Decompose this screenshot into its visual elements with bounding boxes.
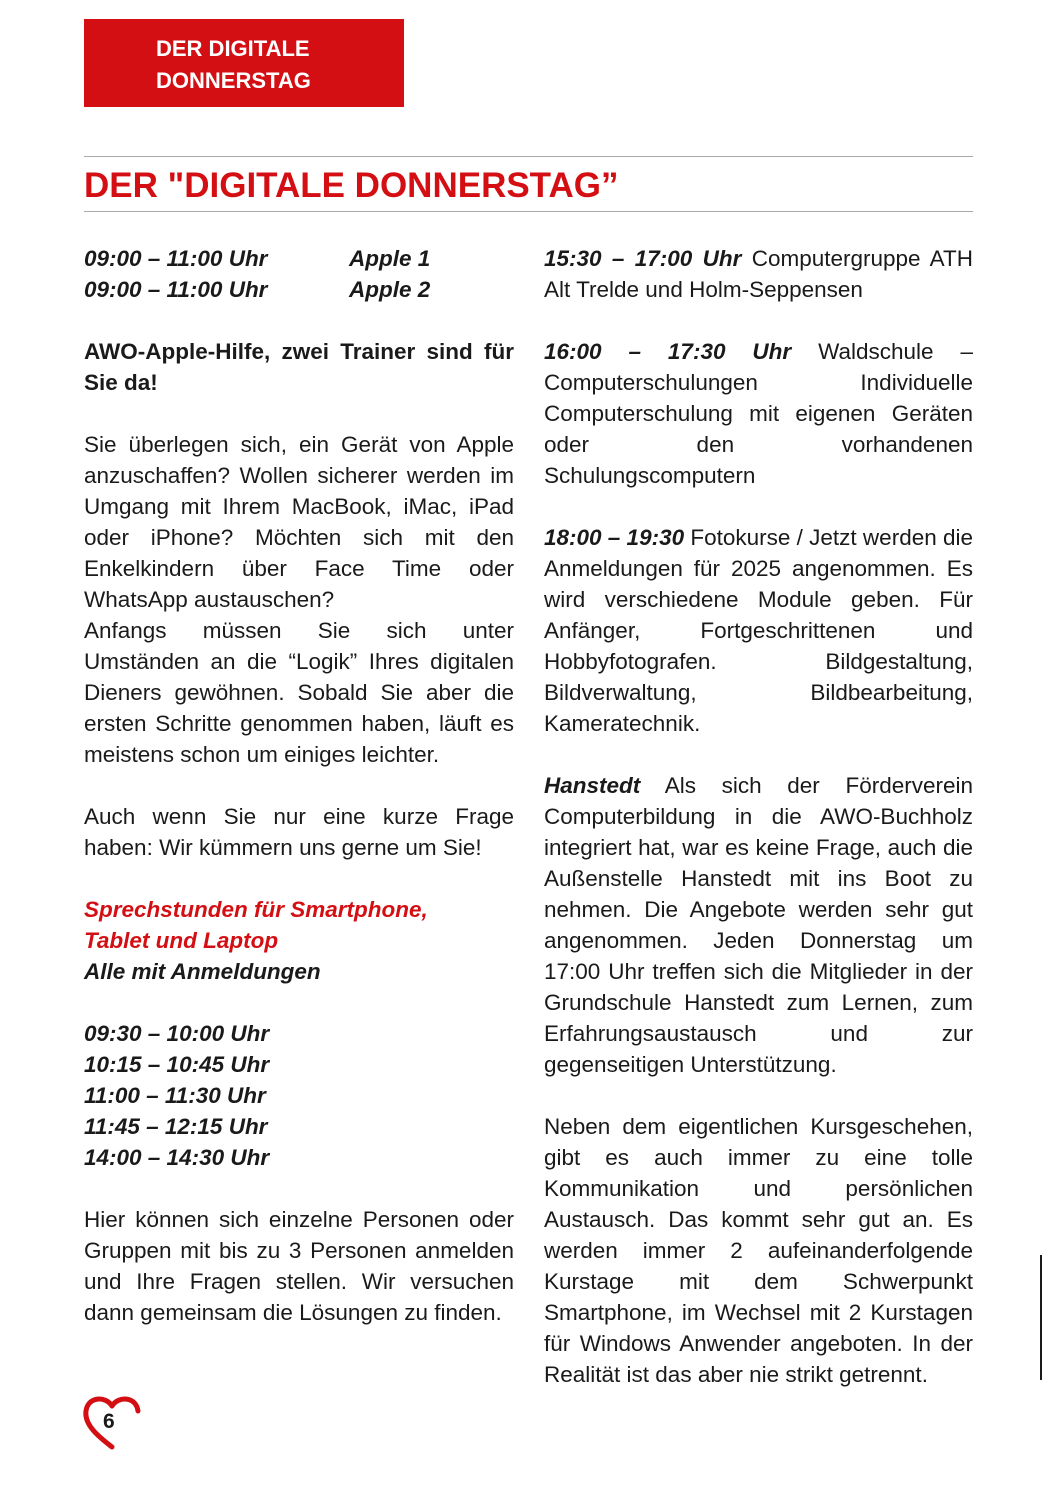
schedule-row: [84, 274, 514, 305]
entry-text: Computergruppe ATH Alt Trelde und Holm-Seppensen: [544, 246, 973, 302]
time-slot: 10:15 – 10:45 Uhr: [84, 1052, 270, 1077]
entry-text: Fotokurse / Jetzt werden die Anmeldungen für 2025 angenommen. Es wird verschiedene Module geben. Für Anfänger, Fortgeschrittenen und Hobbyfotografen. Bildgestaltung, Bildverwaltung, Bildbearbeitung, Kameratechnik.: [544, 525, 974, 736]
page-title: DER "DIGITALE DONNERSTAG”: [84, 166, 619, 205]
registration-paragraph: Hier können sich einzelne Personen oder Gruppen mit bis zu 3 Personen anmelden und Ihre Fragen stellen. Wir versuchen dann gemeinsam die Lösungen zu finden.: [84, 1207, 514, 1325]
time-slot: 14:00 – 14:30 Uhr: [84, 1145, 270, 1170]
intro-paragraph: Sie überlegen sich, ein Gerät von Apple anzuschaffen? Wollen sicherer werden im Umgang mit Ihrem MacBook, iMac, iPad oder iPhone? Möchten sich mit den Enkelkindern über Face Time oder WhatsApp austauschen?: [84, 432, 514, 612]
section-tag-line-2: DONNERSTAG: [156, 68, 311, 93]
photo-course-entry: [544, 522, 973, 739]
margin-line: [1040, 1255, 1042, 1380]
schedule-row: [84, 243, 514, 274]
schedule-label: Apple 2: [349, 277, 431, 302]
entry-time: 18:00 – 19:30: [544, 525, 685, 550]
time-slot: 09:30 – 10:00 Uhr: [84, 1021, 270, 1046]
entry-text: Waldschule – Computerschulungen Individuelle Computerschulung mit eigenen Geräten oder den vorhandenen Schulungscomputern: [544, 339, 974, 488]
communication-paragraph: Neben dem eigentlichen Kursgeschehen, gibt es auch immer zu eine tolle Kommunikation und persönlichen Austausch. Das kommt sehr gut an. Es werden immer 2 aufeinanderfolgende Kurstage mit dem Schwerpunkt Smartphone, im Wechsel mit 2 Kurstagen für Windows Anwender angeboten. In der Realität ist das aber nie strikt getrennt.: [544, 1114, 973, 1387]
schedule-time: 09:00 – 11:00 Uhr: [84, 277, 268, 302]
intro-heading: AWO-Apple-Hilfe, zwei Trainer sind für Sie da!: [84, 339, 514, 395]
right-column: [544, 243, 973, 1390]
section-tag-line-1: DER DIGITALE: [156, 36, 310, 61]
time-slot: 11:00 – 11:30 Uhr: [84, 1083, 266, 1108]
logic-paragraph: Anfangs müssen Sie sich unter Umständen an die “Logik” Ihres digitalen Dieners gewöhnen. Sobald Sie aber die ersten Schritte genommen haben, läuft es meistens schon um einiges leichter.: [84, 618, 514, 767]
question-paragraph: Auch wenn Sie nur eine kurze Frage haben: Wir kümmern uns gerne um Sie!: [84, 804, 514, 860]
consultation-heading-line-2: Tablet und Laptop: [84, 928, 279, 953]
schedule-label: Apple 1: [349, 246, 431, 271]
left-column: [84, 243, 514, 1328]
entry-lead: Hanstedt: [544, 773, 641, 798]
registration-note: Alle mit Anmeldungen: [84, 959, 321, 984]
time-slot-list: [84, 1018, 514, 1173]
entry-time: 15:30 – 17:00 Uhr: [544, 246, 742, 271]
title-rule-top: [84, 156, 973, 157]
computer-group-entry: [544, 243, 973, 305]
title-rule-bottom: [84, 211, 973, 212]
time-slot: 11:45 – 12:15 Uhr: [84, 1114, 268, 1139]
entry-text: Als sich der Förderverein Computerbildung in die AWO-Buchholz integriert hat, war es keine Frage, auch die Außenstelle Hanstedt mit ins Boot zu nehmen. Die Angebote werden sehr gut angenommen. Jeden Donnerstag um 17:00 Uhr treffen sich die Mitglieder in der Grundschule Hanstedt zum Lernen, zum Erfahrungsaustausch und zur gegenseitigen Unterstützung.: [544, 773, 973, 1077]
page-number: 6: [103, 1410, 115, 1433]
section-tag: [84, 19, 404, 107]
consultation-heading-line-1: Sprechstunden für Smartphone,: [84, 897, 428, 922]
schedule-time: 09:00 – 11:00 Uhr: [84, 246, 268, 271]
entry-time: 16:00 – 17:30 Uhr: [544, 339, 792, 364]
hanstedt-entry: [544, 770, 973, 1080]
waldschule-entry: [544, 336, 973, 491]
